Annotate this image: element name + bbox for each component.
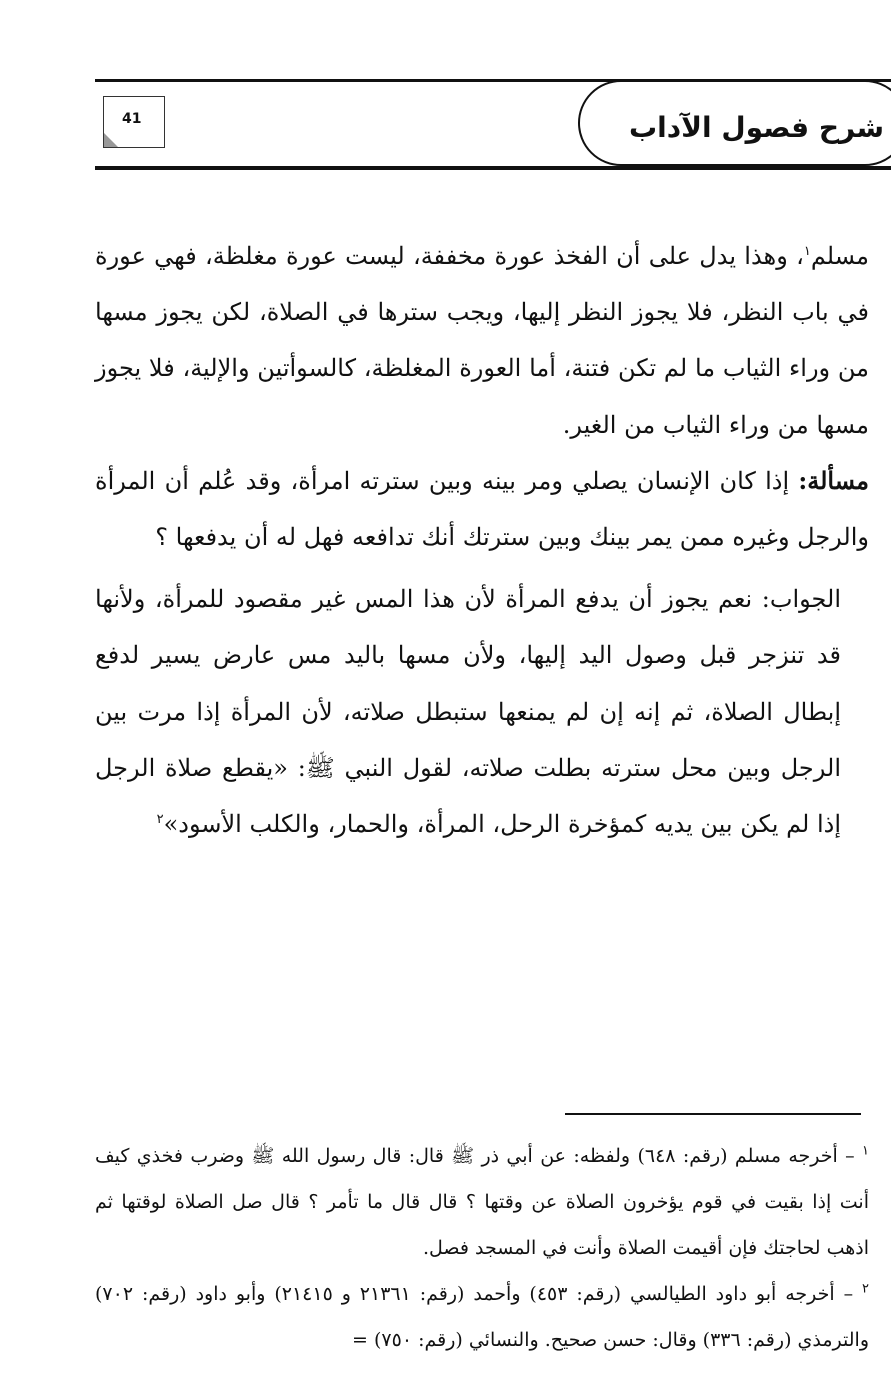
paragraph-3 [95, 571, 869, 852]
paragraph-2 [95, 453, 869, 565]
footnote-2-text: – أخرجه أبو داود الطيالسي (رقم: ٤٥٣) وأحمد (رقم: ٢١٣٦١ و ٢١٤١٥) وأبو داود (رقم: ٧٠٢) والترمذي (رقم: ٣٣٦) وقال: حسن صحيح. والنسائي (رقم: ٧٥٠) = [95, 1283, 869, 1351]
answer-text: الجواب: نعم يجوز أن يدفع المرأة لأن هذا المس غير مقصود للمرأة، ولأنها قد تنزجر قبل وصول اليد إليها، ولأن مسها باليد مس عارض يسير لدفع إبطال الصلاة، ثم إنه إن لم يمنعها ستبطل صلاته، لأن المرأة إذا مرت بين الرجل وبين محل سترته بطلت صلاته، لقول النبي ﷺ: «يقطع صلاة الرجل إذا لم يكن بين يديه كمؤخرة الرحل، المرأة، والحمار، والكلب الأسود» [95, 585, 841, 839]
question-text: إذا كان الإنسان يصلي ومر بينه وبين سترته امرأة، وقد عُلم أن المرأة والرجل وغيره ممن يمر بينك وبين سترتك أنك تدافعه فهل له أن يدفعها ؟ [95, 466, 869, 552]
page-number: 41 [122, 111, 142, 127]
footnote-2 [95, 1271, 869, 1363]
paragraph-1 [95, 228, 869, 453]
footnote-ref-2[interactable]: ٢ [156, 812, 164, 828]
question-label: مسألة: [798, 465, 869, 495]
footnotes [95, 1133, 869, 1363]
footnote-marker-2: ٢ [862, 1281, 869, 1297]
paragraph-1-text: ، وهذا يدل على أن الفخذ عورة مخففة، ليست عورة مغلظة، فهي عورة في باب النظر، فلا يجوز النظر إليها، ويجب سترها في الصلاة، لكن يجوز مسها من وراء الثياب ما لم تكن فتنة، أما العورة المغلظة، كالسوأتين والإلية، فلا يجوز مسها من وراء الثياب من الغير. [95, 242, 870, 439]
page-curl-icon [104, 133, 118, 147]
footnote-1 [95, 1133, 869, 1271]
footnote-separator [565, 1113, 861, 1115]
footnote-ref-1[interactable]: ١ [803, 244, 811, 259]
main-text [95, 228, 869, 852]
running-title-frame [578, 80, 891, 166]
footnote-marker-1: ١ [862, 1143, 869, 1159]
page-number-box [103, 96, 165, 148]
header-rule-bottom [95, 166, 891, 170]
running-title: شرح فصول الآداب [629, 111, 884, 144]
footnote-1-text: – أخرجه مسلم (رقم: ٦٤٨) ولفظه: عن أبي ذر ﷺ قال: قال رسول الله ﷺ وضرب فخذي كيف أنت إذا بقيت في قوم يؤخرون الصلاة عن وقتها ؟ قال قال ما تأمر ؟ قال صل الصلاة لوقتها ثم اذهب لحاجتك فإن أقيمت الصلاة وأنت في المسجد فصل. [95, 1145, 869, 1259]
paragraph-1-start: مسلم [810, 242, 869, 270]
